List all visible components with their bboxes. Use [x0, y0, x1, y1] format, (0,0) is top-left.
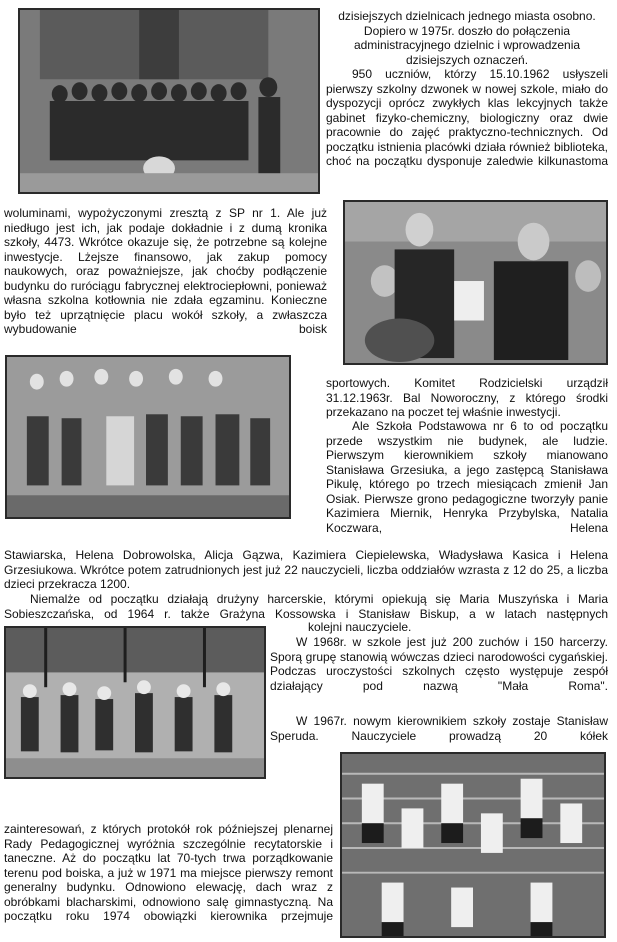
paragraph-scouts: Niemalże od początku działają drużyny harcerskie, którymi opiekują się Maria Muszyńska i Maria Sobieszczańska, od 1964 r. także Grażyna Kossowska i Stanisław Biskup, a w latach następnych: [4, 592, 608, 621]
paragraph-districts-end: dzisiejszych dzielnicach jednego miasta osobno. Dopiero w 1975r. doszło do połączenia administracyjnego dzielnic i wprowadzenia dzisiejszych oznaczeń.: [338, 9, 596, 67]
class-group-photo-icon: [20, 10, 318, 192]
paragraph-staff-end: Stawiarska, Helena Dobrowolska, Alicja Gązwa, Kazimiera Ciepielewska, Władysława Kasica i Helena Grzesiukowa. Wkrótce potem zatrudnionych jest już 22 nauczycieli, liczba oddziałów wzrasta z 12 do 25, a liczba dzieci przekracza 1200.: [4, 548, 608, 591]
class-group-photo: [18, 8, 320, 194]
gym-wall-bars-photo: [340, 752, 606, 938]
parade-march-photo-icon: [6, 628, 264, 777]
paragraph-pupils-start: 950 uczniów, którzy 15.10.1962 usłyszeli pierwszy szkolny dzwonek w nowej szkole, miało do dyspozycji oprócz zwykłych klas lekcyjnych także gabinet fizyko-chemiczny, biologiczny oraz dwie pracownie do zajęć praktyczno-technicznych. Od początku istnienia placówki działa również biblioteka, choć na początku dysponuje zaledwie kilkunastoma: [326, 67, 608, 168]
paragraph-1967-end: zainteresowań, z których protokół rok późniejszej plenarnej Rady Pedagogicznej wyróżnia szczególnie recytatorskie i taneczne. Aż do początku lat 70-tych trwa porządkowanie terenu pod boiska, a już w 1971 ma miejsce pierwszy remont generalny budynku. Odnowiono elewację, dach wraz z obróbkami blacharskimi, odnowiono salę gimnastyczną. Na początku roku 1974 obowiązki kierownika przejmuje: [4, 822, 333, 923]
paragraph-staff-start: Ale Szkoła Podstawowa nr 6 to od początku przede wszystkim nie budynek, ale ludzie. Pierwszym kierownikiem szkoły mianowano Stanisława Grzesiuka, a jego zastępcą Stanisława Pikulę, którego po trzech miesiącach zmienił Jan Osiak. Pierwsze grono pedagogiczne tworzyły panie Kazimiera Miernik, Henryka Przybylska, Natalia Koczwara, Helena: [326, 419, 608, 535]
paragraph-1968: W 1968r. w szkole jest już 200 zuchów i 150 harcerzy. Sporą grupę stanowią wówczas dzieci narodowości cygańskiej. Podczas uroczystości szkolnych często występuje zespół działający pod nazwą "Mała Roma".: [270, 635, 608, 693]
paragraph-pupils-library: woluminami, wypożyczonymi zresztą z SP nr 1. Ale już niedługo jest ich, jak podaje dokładnie i z dumą kronika szkoły, 4473. Wkrótce okazuje się, że potrzebne są kolejne inwestycje. Lżejsze finansowo, jak zakup pomocy naukowych, oraz poważniejsze, jak choćby podłączenie budynku do ruróciągu fabrycznej elektrociepłowni, ponieważ własna szkolna kotłownia nie zdała egzaminu. Konieczne było też uprzątnięcie placu wokół szkoły, a zwłaszcza wybudowanie boisk: [4, 206, 327, 336]
children-crowd-photo: [5, 355, 291, 519]
pupils-portrait-photo: [343, 200, 608, 365]
children-crowd-photo-icon: [7, 357, 289, 517]
gym-wall-bars-photo-icon: [342, 754, 604, 936]
paragraph-pupils-end: sportowych. Komitet Rodzicielski urządził 31.12.1963r. Bal Noworoczny, z którego środki przekazano na poczet tej właśnie inwestycji.: [326, 376, 608, 419]
paragraph-1967-start: W 1967r. nowym kierownikiem szkoły zostaje Stanisław Speruda. Nauczyciele prowadzą 20 kółek: [270, 714, 608, 743]
pupils-portrait-photo-icon: [345, 202, 606, 363]
parade-march-photo: [4, 626, 266, 779]
paragraph-scouts-end: kolejni nauczyciele.: [308, 620, 412, 634]
